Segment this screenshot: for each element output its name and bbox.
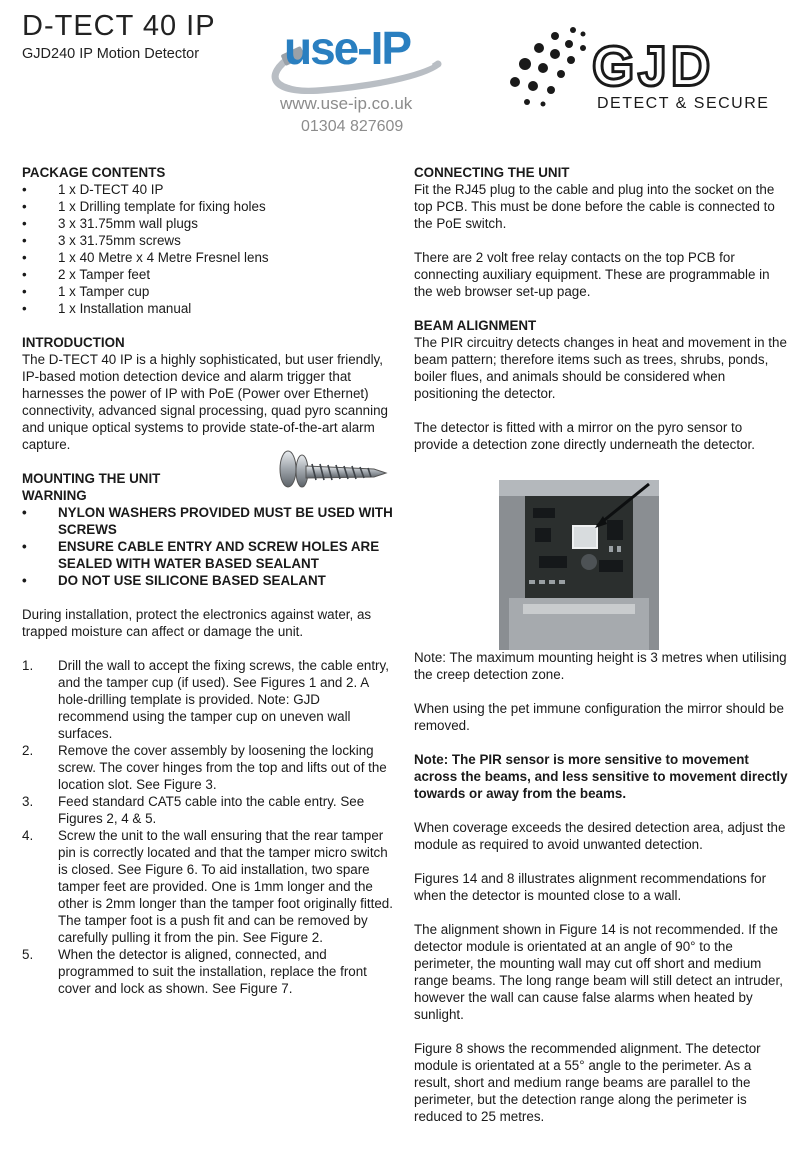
installation-note: During installation, protect the electronics against water, as trapped moisture can affect or damage the unit. <box>22 607 372 639</box>
list-item: 3. Feed standard CAT5 cable into the cable entry. See Figures 2, 4 & 5. <box>22 794 365 826</box>
product-subtitle: GJD240 IP Motion Detector <box>22 46 200 62</box>
pyro-sensor-mirror <box>573 526 597 548</box>
mounting-heading: MOUNTING THE UNIT <box>22 471 161 486</box>
beam-para-6: When coverage exceeds the desired detection area, adjust the module as required to avoid unwanted detection. <box>414 820 786 852</box>
list-item: • 1 x 40 Metre x 4 Metre Fresnel lens <box>22 250 269 265</box>
installation-steps <box>22 657 394 997</box>
list-item: 5. When the detector is aligned, connected, and programmed to suit the installation, replace the front cover and lock as shown. See Figure 7. <box>22 947 367 996</box>
list-item: • ENSURE CABLE ENTRY AND SCREW HOLES ARE SEALED WITH WATER BASED SEALANT <box>22 539 380 571</box>
beam-para-9: Figure 8 shows the recommended alignment. The detector module is orientated at a 55° angle to the perimeter. As a result, short and medium range beams are parallel to the perimeter, but the detection range along the perimeter is reduced to 25 metres. <box>414 1041 761 1124</box>
list-item: • NYLON WASHERS PROVIDED MUST BE USED WITH SCREWS <box>22 505 393 537</box>
connecting-para-1: Fit the RJ45 plug to the cable and plug into the socket on the top PCB. This must be done before the cable is connected to the PoE switch. <box>414 182 775 231</box>
list-item: • 1 x D-TECT 40 IP <box>22 182 164 197</box>
beam-para-3: Note: The maximum mounting height is 3 metres when utilising the creep detection zone. <box>414 650 787 682</box>
beam-heading: BEAM ALIGNMENT <box>414 318 537 333</box>
package-list <box>22 181 394 317</box>
beam-para-1: The PIR circuitry detects changes in heat and movement in the beam pattern; therefore items such as trees, shrubs, ponds, boiler flues, and animals should be considered when positioning the detector. <box>414 335 787 401</box>
warning-list <box>22 504 394 589</box>
list-item: • 1 x Installation manual <box>22 301 192 316</box>
product-title: D-TECT 40 IP <box>22 10 216 42</box>
connecting-heading: CONNECTING THE UNIT <box>414 165 570 180</box>
screw-head <box>280 451 296 487</box>
list-item: • 3 x 31.75mm wall plugs <box>22 216 198 231</box>
beam-para-8: The alignment shown in Figure 14 is not recommended. If the detector module is orientated at an angle of 90° to the perimeter, the mounting wall may cut off short and medium range beams. The long range beam will still detect an intruder, however the wall can cause false alarms when heated by sunlight. <box>414 922 783 1022</box>
beam-para-7: Figures 14 and 8 illustrates alignment recommendations for when the detector is mounted close to a wall. <box>414 871 767 903</box>
use-ip-url: www.use-ip.co.uk <box>280 94 413 113</box>
list-item: 1. Drill the wall to accept the fixing screws, the cable entry, and the tamper cup (if used). See Figures 1 and 2. A hole-drilling template is provided. Note: GJD recommend using the tamper cup on uneven wall surfaces. <box>22 658 389 741</box>
list-item: 4. Screw the unit to the wall ensuring that the rear tamper pin is correctly located and that the tamper micro switch is closed. See Figure 6. To aid installation, two spare tamper feet are provided. One is 1mm longer and the other is 2mm longer than the tamper foot originally fitted. The tamper foot is a push fit and can be removed by carefully pulling it from the pin. See Figure 2. <box>22 828 393 945</box>
gjd-logo-text: GJD <box>593 38 715 96</box>
warning-heading: WARNING <box>22 488 87 503</box>
beam-para-4: When using the pet immune configuration the mirror should be removed. <box>414 701 784 733</box>
use-ip-logo-text: use-IP <box>284 22 411 74</box>
beam-para-5: Note: The PIR sensor is more sensitive to movement across the beams, and less sensitive to movement directly towards or away from the beams. <box>414 752 788 801</box>
list-item: • DO NOT USE SILICONE BASED SEALANT <box>22 573 326 588</box>
list-item: • 1 x Tamper cup <box>22 284 150 299</box>
list-item: • 1 x Drilling template for fixing holes <box>22 199 266 214</box>
use-ip-phone: 01304 827609 <box>301 118 404 135</box>
gjd-logo <box>505 24 790 114</box>
list-item: • 3 x 31.75mm screws <box>22 233 181 248</box>
beam-para-2: The detector is fitted with a mirror on the pyro sensor to provide a detection zone directly underneath the detector. <box>414 420 755 452</box>
use-ip-logo <box>262 16 442 94</box>
list-item: 2. Remove the cover assembly by loosening the locking screw. The cover hinges from the top and lifts out of the location slot. See Figure 3. <box>22 743 387 792</box>
connecting-para-2: There are 2 volt free relay contacts on the top PCB for connecting auxiliary equipment. These are programmable in the web browser set-up page. <box>414 250 770 299</box>
gjd-tagline: DETECT & SECURE <box>597 95 770 112</box>
pcb-mirror-photo <box>499 480 659 650</box>
introduction-text: The D-TECT 40 IP is a highly sophisticated, but user friendly, IP-based motion detection device and alarm trigger that harnesses the power of IP with PoE (Power over Ethernet) connectivity, advanced signal processing, quad pyro scanning and unique optical systems to provide state-of-the-art alarm capture. <box>22 352 388 452</box>
introduction-heading: INTRODUCTION <box>22 335 125 350</box>
list-item: • 2 x Tamper feet <box>22 267 151 282</box>
left-column <box>22 164 394 997</box>
screw-washer-image <box>270 447 390 497</box>
package-heading: PACKAGE CONTENTS <box>22 165 166 180</box>
gjd-dots-icon <box>510 27 586 107</box>
